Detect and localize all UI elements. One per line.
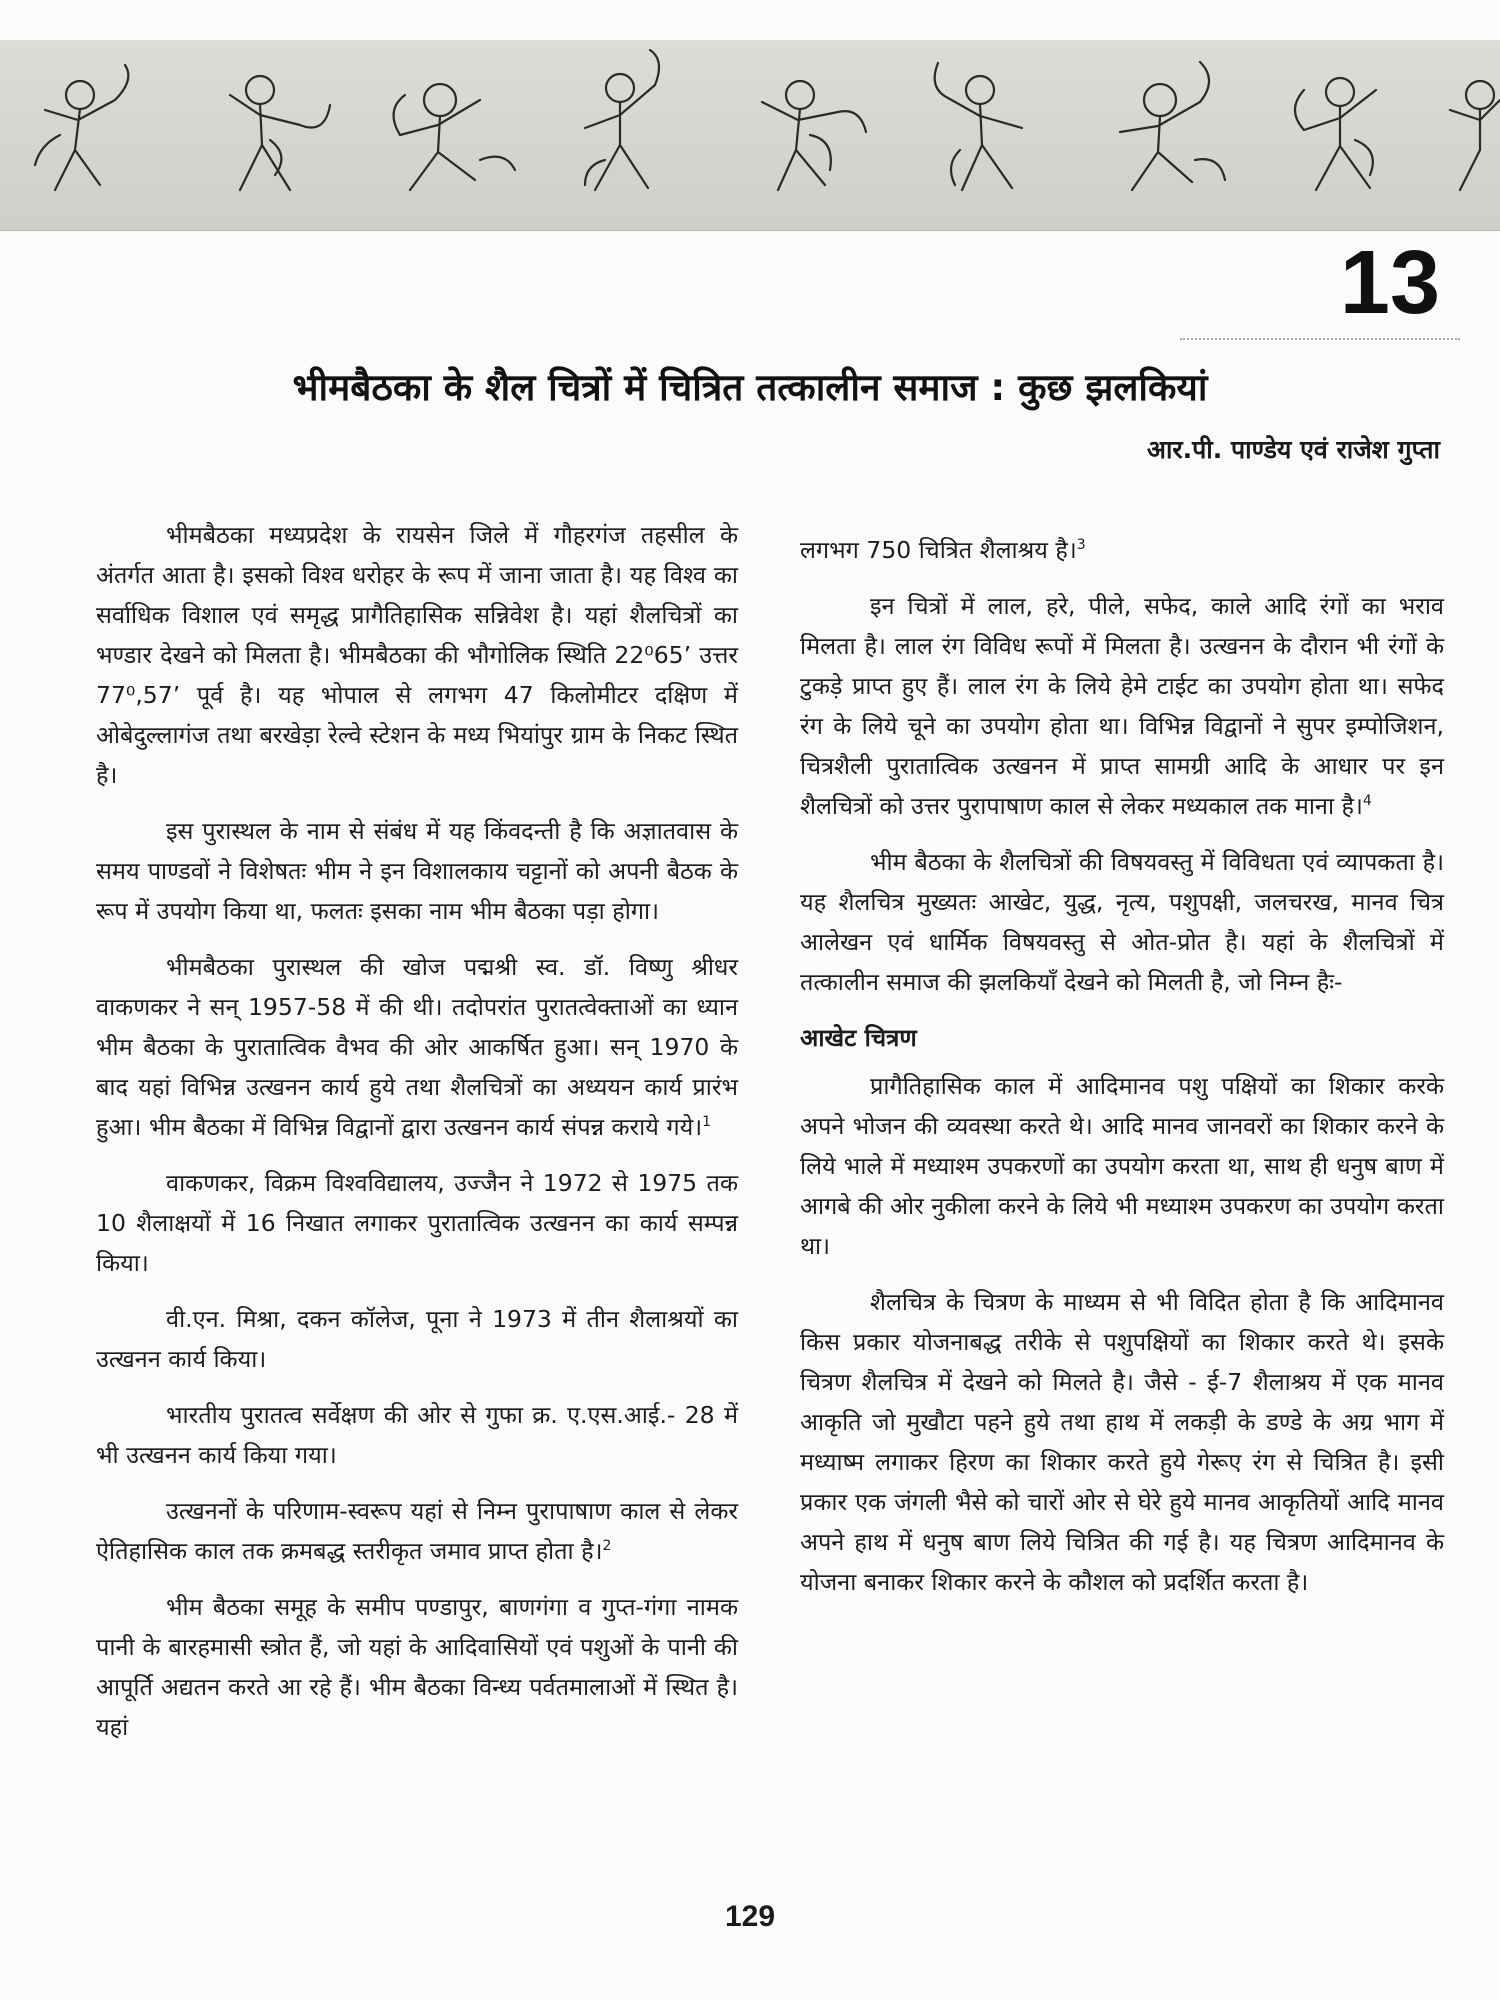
paragraph	[96, 947, 738, 1147]
footnote-marker: 4	[1362, 793, 1372, 810]
page-number: 129	[724, 1900, 776, 1933]
footnote-marker: 3	[1076, 537, 1086, 554]
article-title: भीमबैठका के शैल चित्रों में चित्रित तत्कालीन समाज : कुछ झलकियां	[292, 366, 1208, 409]
paragraph: इस पुरास्थल के नाम से संबंध में यह किंवदन्ती है कि अज्ञातवास के समय पाण्डवों ने विशेषतः भीम ने इन विशालकाय चट्टानों को अपनी बैठक के रूप में उपयोग किया था, फलतः इसका नाम भीम बैठका पड़ा होगा।	[96, 817, 738, 925]
dancing-figures-frieze-icon	[0, 40, 1500, 231]
paragraph: वाकणकर, विक्रम विश्वविद्यालय, उज्जैन ने 1972 से 1975 तक 10 शैलाक्षयों में 16 निखात लगाकर पुरातात्विक उत्खनन का कार्य सम्पन्न किया।	[96, 1169, 738, 1277]
paragraph: भीम बैठका के शैलचित्रों की विषयवस्तु में विविधता एवं व्यापकता है। यह शैलचित्र मुख्यतः आखेट, युद्ध, नृत्य, पशुपक्षी, जलचरख, मानव चित्र आलेखन एवं धार्मिक विषयवस्तु से ओत-प्रोत है। यहां के शैलचित्रों में तत्कालीन समाज की झलकियाँ देखने को मिलती है, जो निम्न हैः-	[800, 848, 1444, 996]
paragraph	[800, 530, 1444, 570]
paragraph-text: इन चित्रों में लाल, हरे, पीले, सफेद, काले आदि रंगों का भराव मिलता है। लाल रंग विविध रूपों में मिलता है। उत्खनन के दौरान भी रंगों के टुकड़े प्राप्त हुए हैं। लाल रंग के लिये हेमे टाईट का उपयोग होता था। सफेद रंग के लिये चूने का उपयोग होता था। विभिन्न विद्वानों ने सुपर इम्पोजिशन, चित्रशैली पुरातात्विक उत्खनन में प्राप्त सामग्री आदि के आधार पर इन शैलचित्रों को उत्तर पुरापाषाण काल से लेकर मध्यकाल तक माना है।	[800, 592, 1444, 820]
divider	[1180, 338, 1460, 340]
chapter-number: 13	[1339, 233, 1440, 333]
paragraph-text: उत्खननों के परिणाम-स्वरूप यहां से निम्न पुरापाषाण काल से लेकर ऐतिहासिक काल तक क्रमबद्ध स्तरीकृत जमाव प्राप्त होता है।	[96, 1497, 738, 1565]
footnote-marker: 1	[702, 1114, 712, 1131]
footnote-marker: 2	[602, 1538, 612, 1555]
left-column	[96, 515, 738, 1763]
paragraph: भीम बैठका समूह के समीप पण्डापुर, बाणगंगा व गुप्त-गंगा नामक पानी के बारहमासी स्त्रोत हैं, जो यहां के आदिवासियों एवं पशुओं के पानी की आपूर्ति अद्यतन करते आ रहे हैं। भीम बैठका विन्ध्य पर्वतमालाओं में स्थित है। यहां	[96, 1593, 738, 1741]
paragraph-text: भीमबैठका पुरास्थल की खोज पद्मश्री स्व. डॉ. विष्णु श्रीधर वाकणकर ने सन् 1957-58 में की थी। तदोपरांत पुरातत्वेक्ताओं का ध्यान भीम बैठका के पुरातात्विक वैभव की ओर आकर्षित हुआ। सन् 1970 के बाद यहां विभिन्न उत्खनन कार्य हुये तथा शैलचित्रों का अध्ययन कार्य प्रारंभ हुआ। भीम बैठका में विभिन्न विद्वानों द्वारा उत्खनन कार्य संपन्न कराये गये।	[96, 953, 738, 1141]
paragraph: वी.एन. मिश्रा, दकन कॉलेज, पूना ने 1973 में तीन शैलाश्रयों का उत्खनन कार्य किया।	[96, 1305, 738, 1373]
paragraph	[800, 586, 1444, 826]
paragraph: प्रागैतिहासिक काल में आदिमानव पशु पक्षियों का शिकार करके अपने भोजन की व्यवस्था करते थे। आदि मानव जानवरों का शिकार करने के लिये भाले में मध्याश्म उपकरणों का उपयोग करता था, साथ ही धनुष बाण में आगबे की ओर नुकीला करने के लिये भी मध्याश्म उपकरण का उपयोग करता था।	[800, 1072, 1444, 1260]
paragraph: भीमबैठका मध्यप्रदेश के रायसेन जिले में गौहरगंज तहसील के अंतर्गत आता है। इसको विश्व धरोहर के रूप में जाना जाता है। यह विश्व का सर्वाधिक विशाल एवं समृद्ध प्रागैतिहासिक सन्निवेश है। यहां शैलचित्रों का भण्डार देखने को मिलता है। भीमबैठका की भौगोलिक स्थिति 22⁰65’ उत्तर 77⁰,57’ पूर्व है। यह भोपाल से लगभग 47 किलोमीटर दक्षिण में ओबेदुल्लागंज तथा बरखेड़ा रेल्वे स्टेशन के मध्य भियांपुर ग्राम के निकट स्थित है।	[96, 521, 738, 789]
paragraph: शैलचित्र के चित्रण के माध्यम से भी विदित होता है कि आदिमानव किस प्रकार योजनाबद्ध तरीके से पशुपक्षियों का शिकार करते थे। इसके चित्रण शैलचित्र में देखने को मिलते है। जैसे - ई-7 शैलाश्रय में एक मानव आकृति जो मुखौटा पहने हुये तथा हाथ में लकड़ी के डण्डे के अग्र भाग में मध्याष्म लगाकर हिरण का शिकार करते हुये गेरूए रंग से चित्रित है। इसी प्रकार एक जंगली भैसे को चारों ओर से घेरे हुये मानव आकृतियों आदि मानव अपने हाथ में धनुष बाण लिये चित्रित की गई है। यह चित्रण आदिमानव के योजना बनाकर शिकार करने के कौशल को प्रदर्शित करता है।	[800, 1288, 1444, 1596]
paragraph-text: लगभग 750 चित्रित शैलाश्रय है।	[800, 536, 1077, 564]
paragraph	[96, 1491, 738, 1571]
section-heading: आखेट चित्रण	[800, 1024, 917, 1052]
article-authors: आर.पी. पाण्डेय एवं राजेश गुप्ता	[1146, 435, 1440, 464]
paragraph: भारतीय पुरातत्व सर्वेक्षण की ओर से गुफा क्र. ए.एस.आई.- 28 में भी उत्खनन कार्य किया गया।	[96, 1401, 738, 1469]
right-column	[800, 530, 1444, 1618]
